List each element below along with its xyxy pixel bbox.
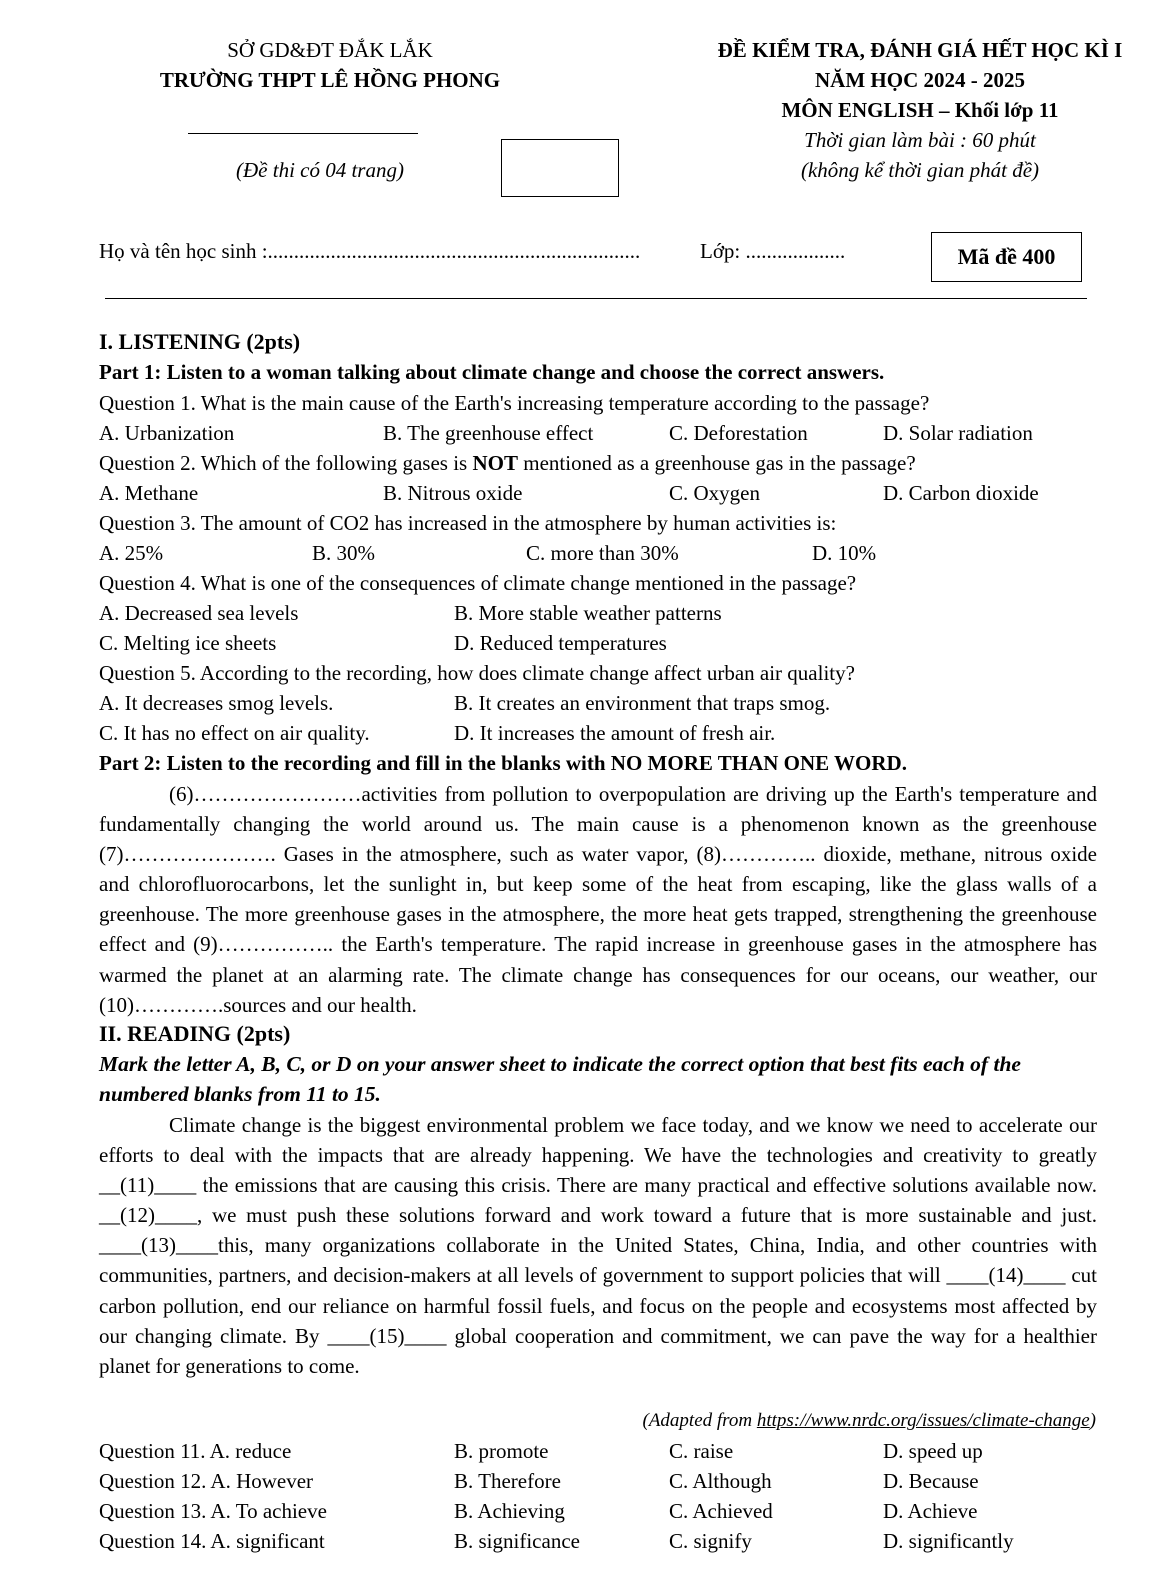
q13-option-a: Question 13. A. To achieve [99, 1499, 327, 1523]
q2-option-d: D. Carbon dioxide [883, 481, 1039, 505]
q3-option-d: D. 10% [812, 541, 877, 565]
student-name-field: Họ và tên học sinh :....................................................................... [99, 239, 641, 263]
q4-option-b: B. More stable weather patterns [454, 601, 722, 625]
q13-option-d: D. Achieve [883, 1499, 978, 1523]
reading-text-3: , we must push these solutions forward and work toward a future that is more sustainable and just. [197, 1203, 1097, 1228]
reading-paragraph [99, 1110, 1097, 1381]
q3-option-a: A. 25% [99, 541, 164, 565]
header-divider [188, 133, 418, 134]
subject: MÔN ENGLISH – Khối lớp 11 [781, 98, 1059, 122]
reading-text-4: this, many organizations collaborate in the United States, China, India, and other countries with communities, partners, and decision-makers at all levels of government to support policies that will [99, 1233, 1097, 1288]
time-limit: Thời gian làm bài : 60 phút [804, 128, 1036, 152]
q14-option-b: B. significance [454, 1529, 580, 1553]
blank-11: __(11)____ [99, 1173, 197, 1198]
source-citation [643, 1410, 1097, 1432]
blank-15: ____(15)____ [327, 1323, 447, 1348]
pages-note: (Đề thi có 04 trang) [236, 158, 404, 182]
time-note: (không kể thời gian phát đề) [800, 158, 1040, 182]
reading-title: II. READING (2pts) [99, 1021, 291, 1046]
q1-option-c: C. Deforestation [669, 421, 808, 445]
blank-12: __(12)____ [99, 1203, 197, 1228]
q12-option-c: C. Although [669, 1469, 772, 1493]
q5-option-c: C. It has no effect on air quality. [99, 721, 370, 745]
question-5: Question 5. According to the recording, how does climate change affect urban air quality? [99, 661, 855, 685]
question-1: Question 1. What is the main cause of the Earth's increasing temperature according to the passage? [99, 391, 930, 415]
q14-option-c: C. signify [669, 1529, 752, 1553]
q1-option-d: D. Solar radiation [883, 421, 1033, 445]
school-year: NĂM HỌC 2024 - 2025 [815, 68, 1025, 92]
q11-option-b: B. promote [454, 1439, 549, 1463]
school-name: TRƯỜNG THPT LÊ HỒNG PHONG [159, 68, 501, 92]
blank-14: ____(14)____ [946, 1263, 1066, 1288]
source-link[interactable]: https://www.nrdc.org/issues/climate-change [756, 1410, 1090, 1431]
question-3: Question 3. The amount of CO2 has increased in the atmosphere by human activities is: [99, 511, 837, 535]
q3-option-b: B. 30% [312, 541, 375, 565]
q2-text-post: mentioned as a greenhouse gas in the passage? [518, 451, 916, 475]
exam-code: Mã đề 400 [931, 232, 1082, 282]
q5-option-d: D. It increases the amount of fresh air. [454, 721, 776, 745]
q2-option-c: C. Oxygen [669, 481, 760, 505]
q14-option-d: D. significantly [883, 1529, 1014, 1553]
part1-title: Part 1: Listen to a woman talking about climate change and choose the correct answers. [99, 360, 885, 384]
q11-option-a: Question 11. A. reduce [99, 1439, 292, 1463]
part2-title: Part 2: Listen to the recording and fill in the blanks with NO MORE THAN ONE WORD. [99, 751, 907, 775]
q5-option-a: A. It decreases smog levels. [99, 691, 334, 715]
q2-option-b: B. Nitrous oxide [383, 481, 523, 505]
q11-option-d: D. speed up [883, 1439, 983, 1463]
question-4: Question 4. What is one of the consequences of climate change mentioned in the passage? [99, 571, 857, 595]
q13-option-b: B. Achieving [454, 1499, 565, 1523]
q11-option-c: C. raise [669, 1439, 734, 1463]
q4-option-a: A. Decreased sea levels [99, 601, 299, 625]
listening-title: I. LISTENING (2pts) [99, 329, 301, 354]
q12-option-d: D. Because [883, 1469, 979, 1493]
reading-text-5: cut carbon pollution, end our reliance on harmful fossil fuels, and focus on the people and ecosystems most affected by our changing climate. By [99, 1263, 1098, 1348]
reading-text-1: Climate change is the biggest environmental problem we face today, and we know we need to accelerate our efforts to deal with the impacts that are already happening. We have the technologies and creativity to greatly [99, 1113, 1097, 1168]
reading-text-2: the emissions that are causing this crisis. There are many practical and effective solutions available now. [196, 1173, 1097, 1198]
q2-text-bold: NOT [472, 451, 518, 475]
q14-option-a: Question 14. A. significant [99, 1529, 325, 1553]
q1-option-a: A. Urbanization [99, 421, 235, 445]
q2-text-pre: Question 2. Which of the following gases is [99, 451, 473, 475]
reading-instruction: Mark the letter A, B, C, or D on your answer sheet to indicate the correct option that best fits each of the numbered blanks from 11 to 15. [99, 1052, 1021, 1107]
question-2 [99, 448, 916, 478]
q2-option-a: A. Methane [99, 481, 199, 505]
header-separator [105, 298, 1087, 299]
reading-text-6: global cooperation and commitment, we can pave the way for a healthier planet for generations to come. [99, 1323, 1097, 1378]
source-post: ) [1089, 1410, 1096, 1431]
department-name: SỞ GD&ĐT ĐẮK LẮK [227, 38, 433, 62]
q5-option-b: B. It creates an environment that traps smog. [454, 691, 831, 715]
class-field: Lớp: ................... [700, 239, 846, 263]
score-box [501, 139, 619, 197]
q3-option-c: C. more than 30% [526, 541, 679, 565]
part2-paragraph: (6)……………………activities from pollution to overpopulation are driving up the Earth's temperature and fundamentally changing the world around us. The main cause is a phenomenon known as the greenhouse (7)…………………. Gases in the atmosphere, such as water vapor, (8)………….. dioxide, methane, nitrous oxide and chlorofluorocarbons, let the sunlight in, but keep some of the heat from escaping, like the glass walls of a greenhouse. The more greenhouse gases in the atmosphere, the more heat gets trapped, strengthening the greenhouse effect and (9)…………….. the Earth's temperature. The rapid increase in greenhouse gases in the atmosphere has warmed the planet at an alarming rate. The climate change has consequences for our oceans, our weather, our (10)………….sources and our health. [99, 782, 1097, 1017]
q12-option-a: Question 12. A. However [99, 1469, 314, 1493]
q1-option-b: B. The greenhouse effect [383, 421, 594, 445]
exam-title: ĐỀ KIỂM TRA, ĐÁNH GIÁ HẾT HỌC KÌ I [717, 38, 1123, 62]
blank-13: ____(13)____ [99, 1233, 218, 1258]
q4-option-d: D. Reduced temperatures [454, 631, 667, 655]
q4-option-c: C. Melting ice sheets [99, 631, 277, 655]
source-pre: (Adapted from [642, 1410, 757, 1431]
q13-option-c: C. Achieved [669, 1499, 773, 1523]
q12-option-b: B. Therefore [454, 1469, 561, 1493]
